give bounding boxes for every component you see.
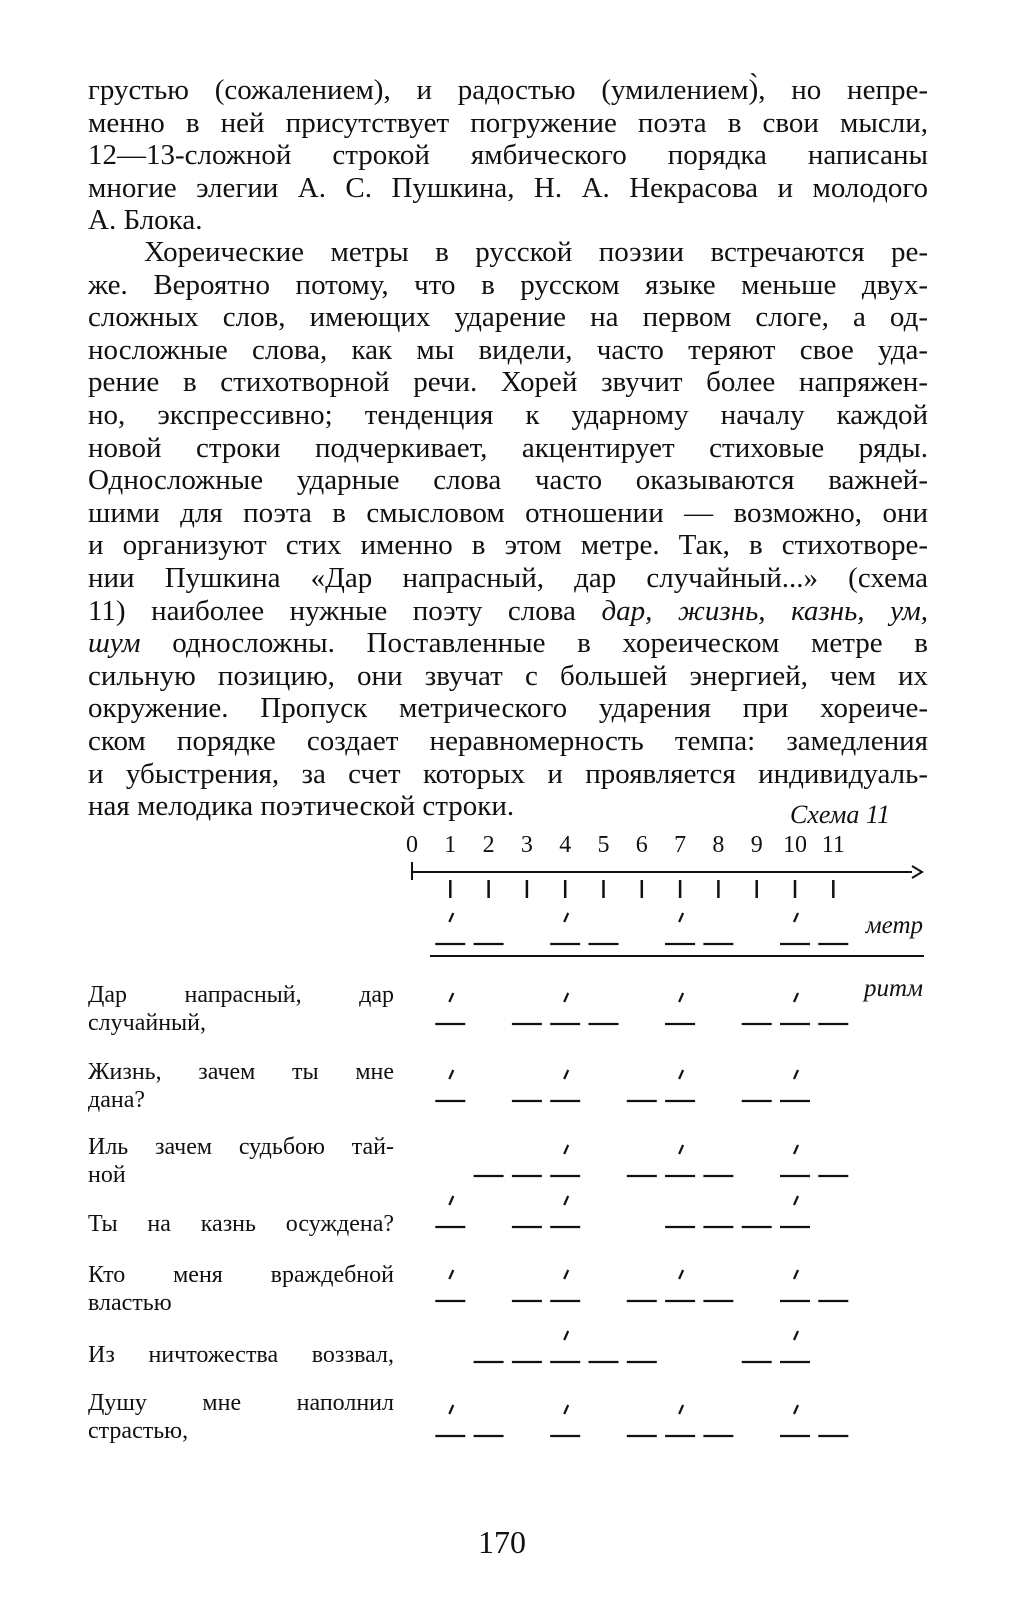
- poem-line-text: Ты на казнь осуждена?: [88, 1211, 394, 1237]
- text-line: А. Блока.: [88, 204, 203, 237]
- rhythm-stress-mark: [794, 1196, 798, 1205]
- rhythm-stress-mark: [794, 1070, 798, 1079]
- text-line: и организуют стих именно в этом метре. Так, в стихотворе-: [88, 529, 928, 562]
- rhythm-stress-mark: [564, 1145, 568, 1154]
- rhythm-stress-mark: [449, 993, 453, 1002]
- rhythm-stress-mark: [794, 1270, 798, 1279]
- scheme-title: Схема 11: [790, 800, 890, 829]
- arrow-head: [912, 866, 922, 878]
- rhythm-stress-mark: [449, 1070, 453, 1079]
- text-line: ная мелодика поэтической строки.: [88, 790, 515, 823]
- poem-line: [88, 1341, 394, 1369]
- poem-line-text: Жизнь, зачем ты мне: [88, 1059, 394, 1085]
- rhythm-stress-mark: [794, 993, 798, 1002]
- poem-line: [88, 1210, 394, 1238]
- rhythm-stress-mark: [794, 1331, 798, 1340]
- text-run: односложны. Поставленные в хореическом метре в: [140, 627, 928, 660]
- ruler-number: 3: [520, 832, 533, 858]
- italic-words: шум: [88, 627, 141, 660]
- rhythm-stress-mark: [679, 993, 683, 1002]
- meter-label: метр: [865, 912, 923, 939]
- text-line: 12—13-сложной строкой ямбического порядка написаны: [88, 139, 928, 172]
- poem-line-text: Дар напрасный, дар: [88, 982, 394, 1008]
- poem-line-text: Из ничтожества воззвал,: [88, 1342, 394, 1368]
- italic-words: дар, жизнь, казнь, ум,: [601, 594, 928, 627]
- ruler-number: 8: [712, 832, 725, 858]
- rhythm-stress-mark: [679, 1070, 683, 1079]
- text-line: шими для поэта в смысловом отношении — возможно, они: [88, 496, 928, 529]
- rhythm-stress-mark: [679, 1405, 683, 1414]
- ruler-number: 11: [821, 832, 845, 858]
- text-line: носложные слова, как мы видели, часто теряют свое уда-: [88, 333, 928, 366]
- poem-line-text: Иль зачем судьбою тай-: [88, 1134, 394, 1160]
- meter-stress-mark: [679, 913, 683, 922]
- rhythm-stress-mark: [564, 1196, 568, 1205]
- page-number: 170: [478, 1524, 526, 1560]
- poem-line: [88, 981, 394, 1037]
- text-line: грустью (сожалением), и радостью (умилением)̀, но непре-: [88, 74, 928, 106]
- text-line: Хореические метры в русской поэзии встречаются ре-: [144, 236, 928, 268]
- ruler-number: 10: [783, 832, 807, 858]
- poem-line-text: Кто меня враждебной: [88, 1262, 394, 1288]
- text-line: Односложные ударные слова часто оказываются важней-: [88, 464, 928, 497]
- meter-stress-mark: [564, 913, 568, 922]
- poem-line: [88, 1261, 394, 1317]
- rhythm-stress-mark: [564, 1270, 568, 1279]
- rhythm-stress-mark: [564, 1405, 568, 1414]
- ruler-number: 4: [559, 832, 572, 858]
- ruler-number: 7: [674, 832, 687, 858]
- rhythm-label: ритм: [863, 975, 923, 1002]
- ruler-number: 9: [750, 832, 763, 858]
- poem-line-text: ной: [88, 1162, 126, 1188]
- rhythm-stress-mark: [564, 993, 568, 1002]
- text-line: рение в стихотворной речи. Хорей звучит более напряжен-: [88, 366, 928, 399]
- rhythm-stress-mark: [679, 1145, 683, 1154]
- meter-stress-mark: [794, 913, 798, 922]
- text-line: ском порядке создает неравномерность темпа: замедления: [88, 724, 928, 757]
- rhythm-stress-mark: [794, 1145, 798, 1154]
- rhythm-stress-mark: [449, 1405, 453, 1414]
- rhythm-stress-mark: [679, 1270, 683, 1279]
- poem-line-text: дана?: [88, 1087, 146, 1113]
- text-line: сильную позицию, они звучат с большей энергией, чем их: [88, 659, 928, 692]
- poem-line: [88, 1133, 394, 1189]
- rhythm-stress-mark: [564, 1331, 568, 1340]
- rhythm-stress-mark: [794, 1405, 798, 1414]
- poem-line: [88, 1058, 394, 1114]
- text-line: новой строки подчеркивает, акцентирует стиховые ряды.: [88, 431, 928, 464]
- ruler-number: 5: [597, 832, 610, 858]
- text-line: же. Вероятно потому, что в русском языке меньше двух-: [88, 268, 928, 301]
- ruler-number: 2: [482, 832, 495, 858]
- ruler-number: 6: [635, 832, 648, 858]
- text-line: окружение. Пропуск метрического ударения при хореиче-: [88, 692, 928, 725]
- rhythm-stress-mark: [564, 1070, 568, 1079]
- poem-line-text: случайный,: [88, 1010, 207, 1036]
- text-line: сложных слов, имеющих ударение на первом слоге, а од-: [88, 301, 928, 334]
- text-line: и убыстрения, за счет которых и проявляется индивидуаль-: [88, 757, 928, 790]
- poem-line: [88, 1389, 394, 1445]
- ruler-number: 0: [406, 832, 418, 858]
- text-line: многие элегии А. С. Пушкина, Н. А. Некрасова и молодого: [88, 171, 928, 204]
- rhythm-stress-mark: [449, 1270, 453, 1279]
- poem-line-text: страстью,: [88, 1418, 189, 1444]
- meter-stress-mark: [449, 913, 453, 922]
- text-line: но, экспрессивно; тенденция к ударному началу каждой: [88, 398, 928, 431]
- text-line: менно в ней присутствует погружение поэта в свои мысли,: [88, 106, 928, 139]
- poem-line-text: властью: [88, 1290, 172, 1316]
- ruler-number: 1: [444, 832, 457, 858]
- poem-line-text: Душу мне наполнил: [88, 1390, 394, 1416]
- text-run: 11) наиболее нужные поэту слова: [88, 594, 602, 627]
- text-line: нии Пушкина «Дар напрасный, дар случайный...» (схема: [88, 561, 928, 594]
- rhythm-stress-mark: [449, 1196, 453, 1205]
